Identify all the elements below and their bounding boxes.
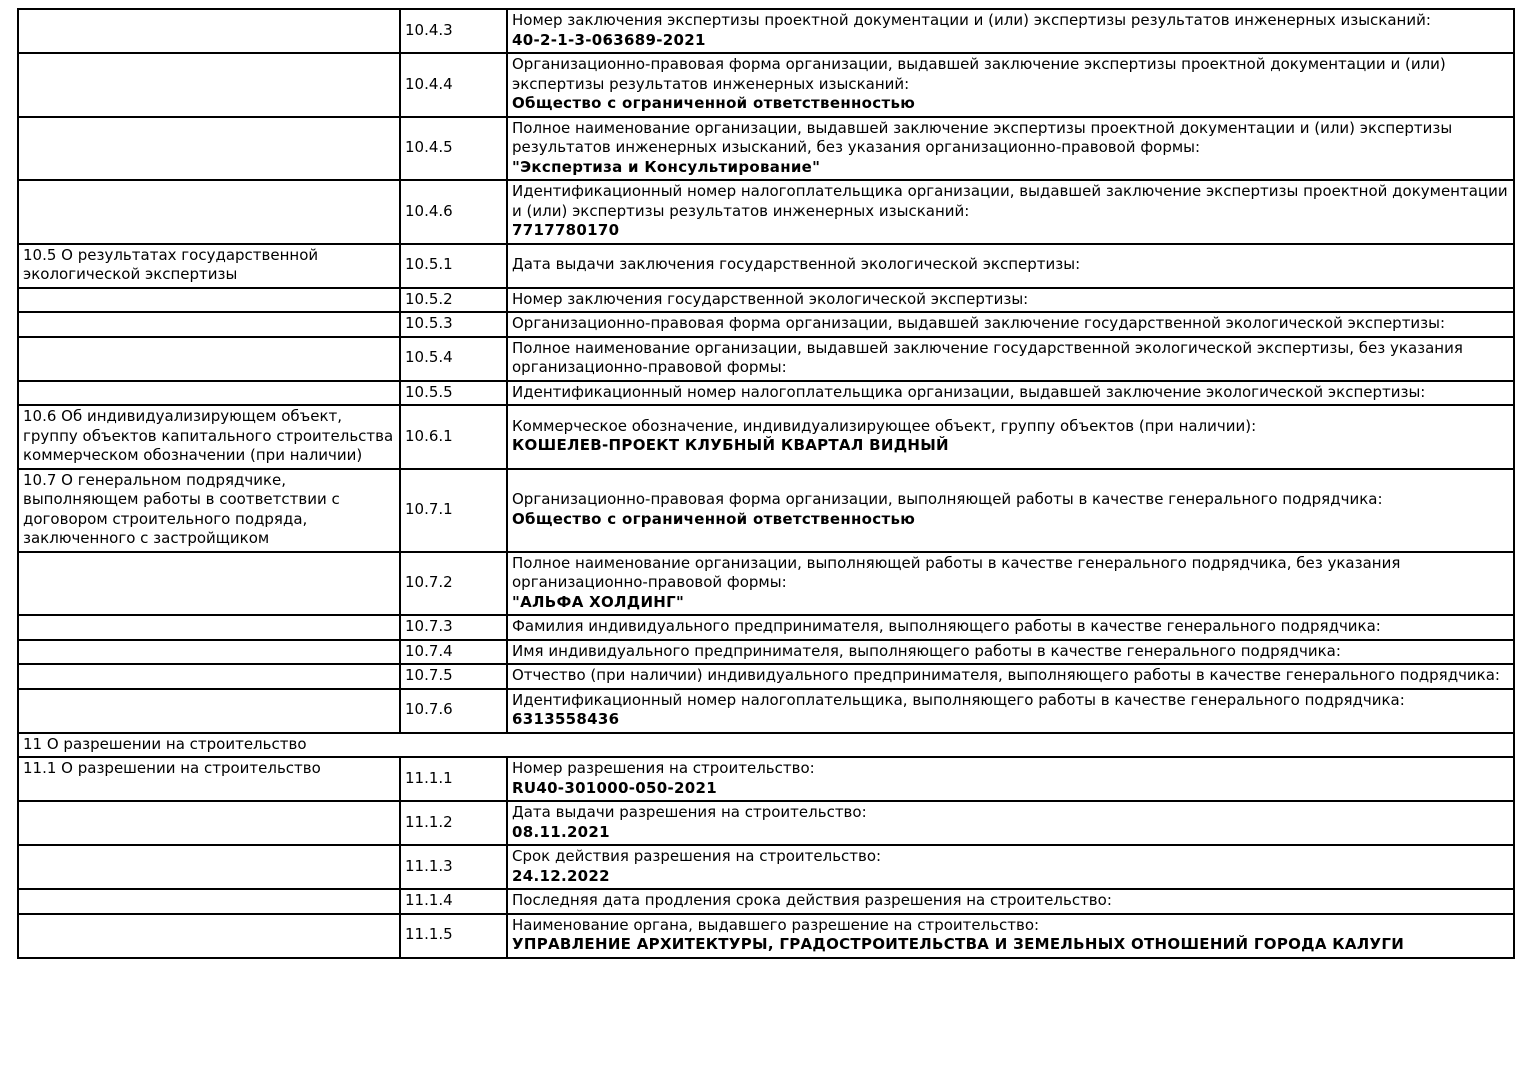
item-content-cell xyxy=(507,381,1514,406)
item-content-cell xyxy=(507,889,1514,914)
item-code: 10.7.1 xyxy=(400,469,507,552)
item-code: 11.1.5 xyxy=(400,914,507,958)
project-declaration-table xyxy=(17,8,1515,959)
item-content-cell xyxy=(507,689,1514,733)
item-code: 10.5.1 xyxy=(400,244,507,288)
field-label: Полное наименование организации, выдавшей заключение экспертизы проектной документации и (или) экспертизы результатов инженерных изысканий, без указания организационно-правовой формы: xyxy=(512,118,1453,156)
item-code: 10.5.4 xyxy=(400,337,507,381)
item-code: 10.7.6 xyxy=(400,689,507,733)
section-cell xyxy=(18,552,400,616)
field-label: Организационно-правовая форма организации, выдавшей заключение государственной экологической экспертизы: xyxy=(512,314,1446,332)
table-row xyxy=(18,312,1514,337)
section-cell: 11.1 О разрешении на строительство xyxy=(18,757,400,801)
field-label: Идентификационный номер налогоплательщика организации, выдавшей заключение экспертизы проектной документации и (или) экспертизы результатов инженерных изысканий: xyxy=(512,182,1508,220)
field-value: Общество с ограниченной ответственностью xyxy=(512,509,916,528)
item-code: 10.7.4 xyxy=(400,640,507,665)
table-row xyxy=(18,889,1514,914)
table-row xyxy=(18,117,1514,181)
table-row xyxy=(18,689,1514,733)
field-label: Имя индивидуального предпринимателя, выполняющего работы в качестве генерального подрядчика: xyxy=(512,641,1341,660)
field-label: Номер заключения государственной экологической экспертизы: xyxy=(512,289,1029,308)
item-code: 11.1.3 xyxy=(400,845,507,889)
item-code: 10.4.6 xyxy=(400,180,507,244)
field-value: 24.12.2022 xyxy=(512,866,610,885)
item-content-cell xyxy=(507,615,1514,640)
item-content-cell xyxy=(507,801,1514,845)
field-label: Номер разрешения на строительство: xyxy=(512,759,815,777)
section-cell xyxy=(18,9,400,53)
section-cell xyxy=(18,801,400,845)
section-cell xyxy=(18,117,400,181)
field-value: Общество с ограниченной ответственностью xyxy=(512,94,916,112)
item-code: 11.1.2 xyxy=(400,801,507,845)
field-label: Полное наименование организации, выполняющей работы в качестве генерального подрядчика, без указания организационно-правовой формы: xyxy=(512,553,1401,591)
table-row xyxy=(18,640,1514,665)
item-content-cell xyxy=(507,469,1514,552)
item-code: 10.7.3 xyxy=(400,615,507,640)
section-cell xyxy=(18,288,400,313)
field-label: Фамилия индивидуального предпринимателя, выполняющего работы в качестве генерального подрядчика: xyxy=(512,617,1381,635)
section-cell: 10.6 Об индивидуализирующем объект, группу объектов капитального строительства коммерческом обозначении (при наличии) xyxy=(18,405,400,469)
field-value: УПРАВЛЕНИЕ АРХИТЕКТУРЫ, ГРАДОСТРОИТЕЛЬСТВА И ЗЕМЕЛЬНЫХ ОТНОШЕНИЙ ГОРОДА КАЛУГИ xyxy=(512,935,1405,953)
field-label: Номер заключения экспертизы проектной документации и (или) экспертизы результатов инженерных изысканий: xyxy=(512,11,1431,29)
field-value: "АЛЬФА ХОЛДИНГ" xyxy=(512,592,685,611)
table-row xyxy=(18,664,1514,689)
section-cell xyxy=(18,640,400,665)
section-cell xyxy=(18,381,400,406)
item-content-cell xyxy=(507,757,1514,801)
field-value: "Экспертиза и Консультирование" xyxy=(512,157,821,176)
table-row xyxy=(18,914,1514,958)
field-label: Организационно-правовая форма организации, выполняющей работы в качестве генерального подрядчика: xyxy=(512,490,1383,508)
item-content-cell xyxy=(507,117,1514,181)
field-label: Организационно-правовая форма организации, выдавшей заключение экспертизы проектной документации и (или) экспертизы результатов инженерных изысканий: xyxy=(512,55,1446,93)
item-content-cell xyxy=(507,552,1514,616)
item-code: 10.4.5 xyxy=(400,117,507,181)
table-row xyxy=(18,615,1514,640)
item-content-cell xyxy=(507,9,1514,53)
field-value: КОШЕЛЕВ-ПРОЕКТ КЛУБНЫЙ КВАРТАЛ ВИДНЫЙ xyxy=(512,436,949,455)
section-cell xyxy=(18,914,400,958)
section-cell xyxy=(18,615,400,640)
table-row xyxy=(18,845,1514,889)
section-cell xyxy=(18,312,400,337)
table-row xyxy=(18,9,1514,53)
field-label: Коммерческое обозначение, индивидуализирующее объект, группу объектов (при наличии): xyxy=(512,416,1257,435)
section-cell: 10.7 О генеральном подрядчике, выполняющем работы в соответствии с договором строительного подряда, заключенного с застройщиком xyxy=(18,469,400,552)
section-cell: 10.5 О результатах государственной экологической экспертизы xyxy=(18,244,400,288)
item-content-cell xyxy=(507,337,1514,381)
item-code: 10.5.2 xyxy=(400,288,507,313)
table-row xyxy=(18,801,1514,845)
table-row xyxy=(18,552,1514,616)
field-value: RU40-301000-050-2021 xyxy=(512,778,717,797)
field-label: Наименование органа, выдавшего разрешение на строительство: xyxy=(512,915,1040,934)
item-code: 10.6.1 xyxy=(400,405,507,469)
field-label: Последняя дата продления срока действия разрешения на строительство: xyxy=(512,891,1112,909)
field-value: 6313558436 xyxy=(512,710,620,728)
section-cell xyxy=(18,180,400,244)
item-content-cell xyxy=(507,640,1514,665)
item-content-cell xyxy=(507,244,1514,288)
field-label: Идентификационный номер налогоплательщика, выполняющего работы в качестве генерального подрядчика: xyxy=(512,690,1405,709)
section-cell xyxy=(18,845,400,889)
field-value: 08.11.2021 xyxy=(512,822,610,841)
item-code: 10.4.4 xyxy=(400,53,507,117)
item-code: 11.1.1 xyxy=(400,757,507,801)
section-header-title: 11 О разрешении на строительство xyxy=(18,733,1514,758)
table-row xyxy=(18,405,1514,469)
item-content-cell xyxy=(507,288,1514,313)
item-code: 10.5.5 xyxy=(400,381,507,406)
item-code: 10.7.2 xyxy=(400,552,507,616)
table-row xyxy=(18,469,1514,552)
item-code: 11.1.4 xyxy=(400,889,507,914)
section-cell xyxy=(18,664,400,689)
table-row xyxy=(18,381,1514,406)
field-label: Дата выдачи заключения государственной экологической экспертизы: xyxy=(512,255,1081,274)
field-label: Дата выдачи разрешения на строительство: xyxy=(512,803,867,821)
item-code: 10.4.3 xyxy=(400,9,507,53)
field-label: Идентификационный номер налогоплательщика организации, выдавшей заключение экологической экспертизы: xyxy=(512,382,1426,401)
section-cell xyxy=(18,53,400,117)
field-value: 7717780170 xyxy=(512,221,620,239)
field-label: Отчество (при наличии) индивидуального предпринимателя, выполняющего работы в качестве генерального подрядчика: xyxy=(512,666,1500,684)
declaration-table-body xyxy=(18,9,1514,958)
table-row xyxy=(18,53,1514,117)
section-cell xyxy=(18,689,400,733)
item-code: 10.5.3 xyxy=(400,312,507,337)
item-content-cell xyxy=(507,180,1514,244)
table-row xyxy=(18,288,1514,313)
table-row xyxy=(18,244,1514,288)
item-content-cell xyxy=(507,53,1514,117)
table-row xyxy=(18,180,1514,244)
field-value: 40-2-1-3-063689-2021 xyxy=(512,30,706,49)
item-code: 10.7.5 xyxy=(400,664,507,689)
item-content-cell xyxy=(507,914,1514,958)
item-content-cell xyxy=(507,312,1514,337)
table-row xyxy=(18,757,1514,801)
field-label: Полное наименование организации, выдавшей заключение государственной экологической экспертизы, без указания организационно-правовой формы: xyxy=(512,338,1463,376)
section-cell xyxy=(18,889,400,914)
item-content-cell xyxy=(507,405,1514,469)
field-label: Срок действия разрешения на строительство: xyxy=(512,847,882,865)
table-row xyxy=(18,337,1514,381)
item-content-cell xyxy=(507,845,1514,889)
section-cell xyxy=(18,337,400,381)
section-header-row xyxy=(18,733,1514,758)
item-content-cell xyxy=(507,664,1514,689)
